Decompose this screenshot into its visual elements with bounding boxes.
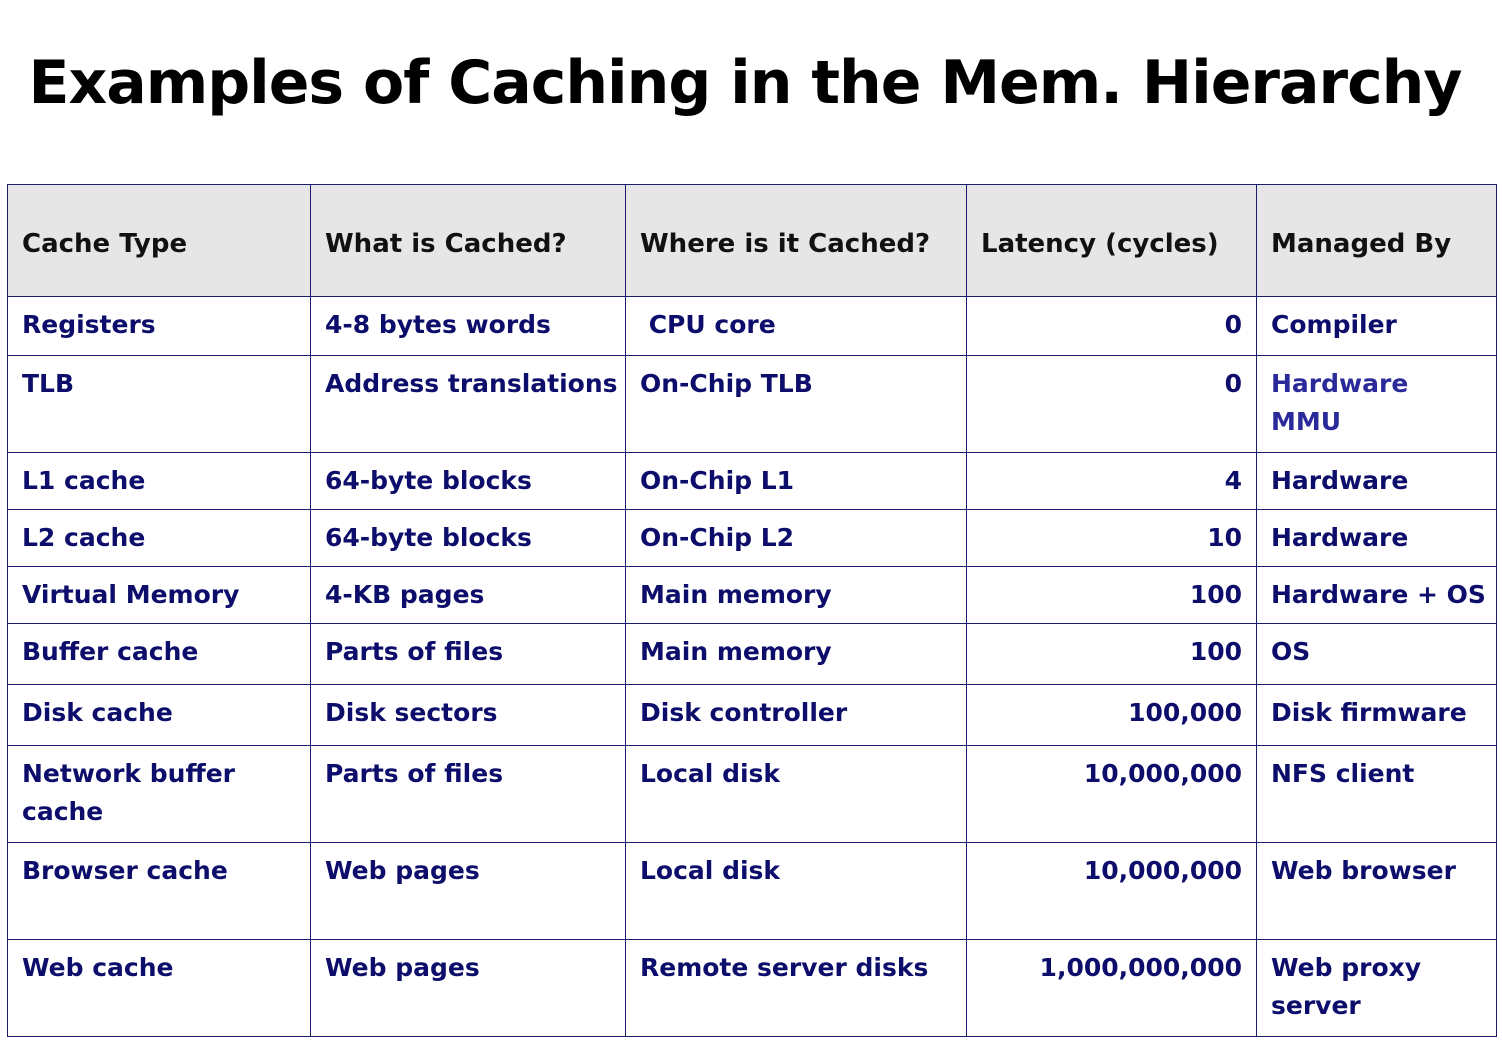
cell-where-cached: On-Chip L1 <box>626 453 967 510</box>
cell-cache-type: L2 cache <box>8 510 311 567</box>
cell-managed-by: Web proxy server <box>1257 940 1497 1037</box>
cell-latency: 10,000,000 <box>967 746 1257 843</box>
table-row <box>8 297 1497 356</box>
cell-latency: 10 <box>967 510 1257 567</box>
cell-latency: 4 <box>967 453 1257 510</box>
cell-managed-by: Web browser <box>1257 843 1497 940</box>
cell-cache-type: Registers <box>8 297 311 356</box>
table-row <box>8 510 1497 567</box>
cell-what-cached: 64-byte blocks <box>311 510 626 567</box>
cell-where-cached: Disk controller <box>626 685 967 746</box>
table-row <box>8 453 1497 510</box>
cell-cache-type: TLB <box>8 356 311 453</box>
table-row <box>8 567 1497 624</box>
cell-cache-type: Buffer cache <box>8 624 311 685</box>
cell-managed-by: NFS client <box>1257 746 1497 843</box>
cell-what-cached: Disk sectors <box>311 685 626 746</box>
cell-where-cached: CPU core <box>626 297 967 356</box>
header-managed-by: Managed By <box>1257 185 1497 297</box>
cell-what-cached: Web pages <box>311 843 626 940</box>
cell-cache-type: Disk cache <box>8 685 311 746</box>
cell-managed-by: Disk firmware <box>1257 685 1497 746</box>
page-title: Examples of Caching in the Mem. Hierarchy <box>28 48 1462 118</box>
cell-cache-type: Network buffer cache <box>8 746 311 843</box>
cell-what-cached: Parts of files <box>311 624 626 685</box>
cell-latency: 100 <box>967 624 1257 685</box>
cell-cache-type: Browser cache <box>8 843 311 940</box>
caching-table <box>7 184 1497 1037</box>
cell-where-cached: On-Chip TLB <box>626 356 967 453</box>
table-row <box>8 685 1497 746</box>
table-row <box>8 624 1497 685</box>
cell-latency: 100 <box>967 567 1257 624</box>
cell-where-cached: Local disk <box>626 843 967 940</box>
table-header-row <box>8 185 1497 297</box>
cell-what-cached: 64-byte blocks <box>311 453 626 510</box>
cell-what-cached: 4-8 bytes words <box>311 297 626 356</box>
cell-where-cached: Main memory <box>626 624 967 685</box>
cell-what-cached: Web pages <box>311 940 626 1037</box>
cell-what-cached: Address translations <box>311 356 626 453</box>
cell-managed-by: Hardware + OS <box>1257 567 1497 624</box>
cell-managed-by: OS <box>1257 624 1497 685</box>
cell-managed-by: Compiler <box>1257 297 1497 356</box>
cell-managed-by: Hardware MMU <box>1257 356 1497 453</box>
cell-where-cached: Local disk <box>626 746 967 843</box>
header-latency: Latency (cycles) <box>967 185 1257 297</box>
header-where-is-it-cached: Where is it Cached? <box>626 185 967 297</box>
cell-cache-type: L1 cache <box>8 453 311 510</box>
cell-what-cached: Parts of files <box>311 746 626 843</box>
cell-latency: 0 <box>967 297 1257 356</box>
cell-managed-by: Hardware <box>1257 453 1497 510</box>
table-row <box>8 356 1497 453</box>
cell-where-cached: Remote server disks <box>626 940 967 1037</box>
header-cache-type: Cache Type <box>8 185 311 297</box>
cell-latency: 1,000,000,000 <box>967 940 1257 1037</box>
cell-where-cached: Main memory <box>626 567 967 624</box>
header-what-is-cached: What is Cached? <box>311 185 626 297</box>
cell-latency: 10,000,000 <box>967 843 1257 940</box>
cell-what-cached: 4-KB pages <box>311 567 626 624</box>
table-row <box>8 940 1497 1037</box>
cell-where-cached: On-Chip L2 <box>626 510 967 567</box>
table-row <box>8 746 1497 843</box>
cell-cache-type: Web cache <box>8 940 311 1037</box>
table-row <box>8 843 1497 940</box>
cell-managed-by: Hardware <box>1257 510 1497 567</box>
cell-latency: 100,000 <box>967 685 1257 746</box>
cell-cache-type: Virtual Memory <box>8 567 311 624</box>
cell-latency: 0 <box>967 356 1257 453</box>
